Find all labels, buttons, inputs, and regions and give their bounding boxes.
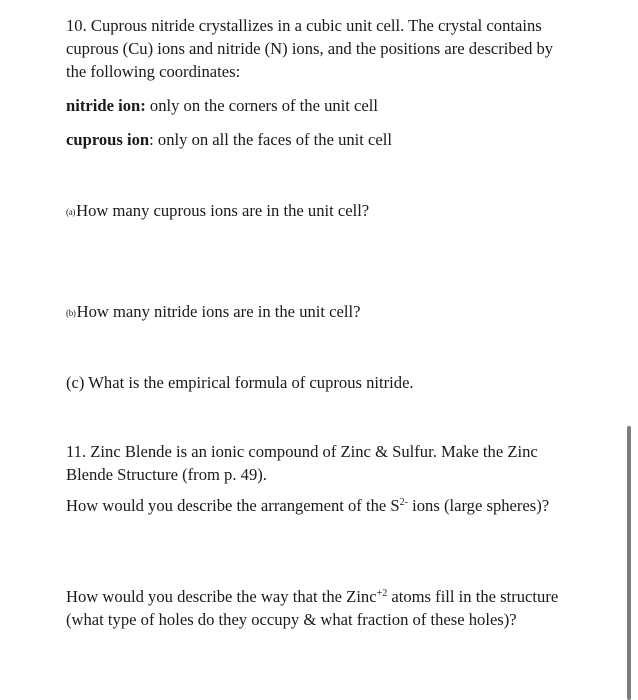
question-10-intro: 10. Cuprous nitride crystallizes in a cubic unit cell. The crystal contains cuprous (Cu) ions and nitride (N) ions, and the positions are described by the following coordinates: bbox=[66, 16, 554, 81]
part-a-text: How many cuprous ions are in the unit cell? bbox=[76, 201, 370, 220]
cuprous-ion-line bbox=[66, 128, 576, 151]
part-b-label: (b) bbox=[66, 308, 76, 318]
q11-part-2-text-end: atoms fill in the structure (what type of holes do they occupy & what fraction of these holes)? bbox=[66, 587, 559, 629]
cuprous-ion-label: cuprous ion bbox=[66, 130, 150, 149]
part-a-label: (a) bbox=[66, 207, 76, 217]
question-11-part-2 bbox=[66, 585, 576, 631]
sulfide-charge: 2- bbox=[399, 497, 408, 508]
nitride-ion-line bbox=[66, 94, 576, 117]
nitride-ion-label: nitride ion: bbox=[66, 96, 146, 115]
question-11-intro: 11. Zinc Blende is an ionic compound of Zinc & Sulfur. Make the Zinc Blende Structure (from p. 49). bbox=[66, 442, 538, 484]
question-10c: (c) What is the empirical formula of cuprous nitride. bbox=[66, 373, 414, 392]
q11-part-1-text-end: ions (large spheres)? bbox=[407, 496, 550, 515]
q11-part-2-text-start: How would you describe the way that the Zinc bbox=[66, 587, 377, 606]
zinc-charge: +2 bbox=[376, 588, 388, 599]
cuprous-ion-text: : only on all the faces of the unit cell bbox=[149, 130, 392, 149]
nitride-ion-text: only on the corners of the unit cell bbox=[145, 96, 378, 115]
part-b-text: How many nitride ions are in the unit cell? bbox=[76, 302, 361, 321]
question-11-part-1 bbox=[66, 494, 576, 517]
question-10b bbox=[66, 300, 576, 325]
vertical-scrollbar[interactable] bbox=[627, 426, 631, 700]
question-10a bbox=[66, 199, 576, 224]
q11-part-1-text-start: How would you describe the arrangement of the S bbox=[66, 496, 400, 515]
